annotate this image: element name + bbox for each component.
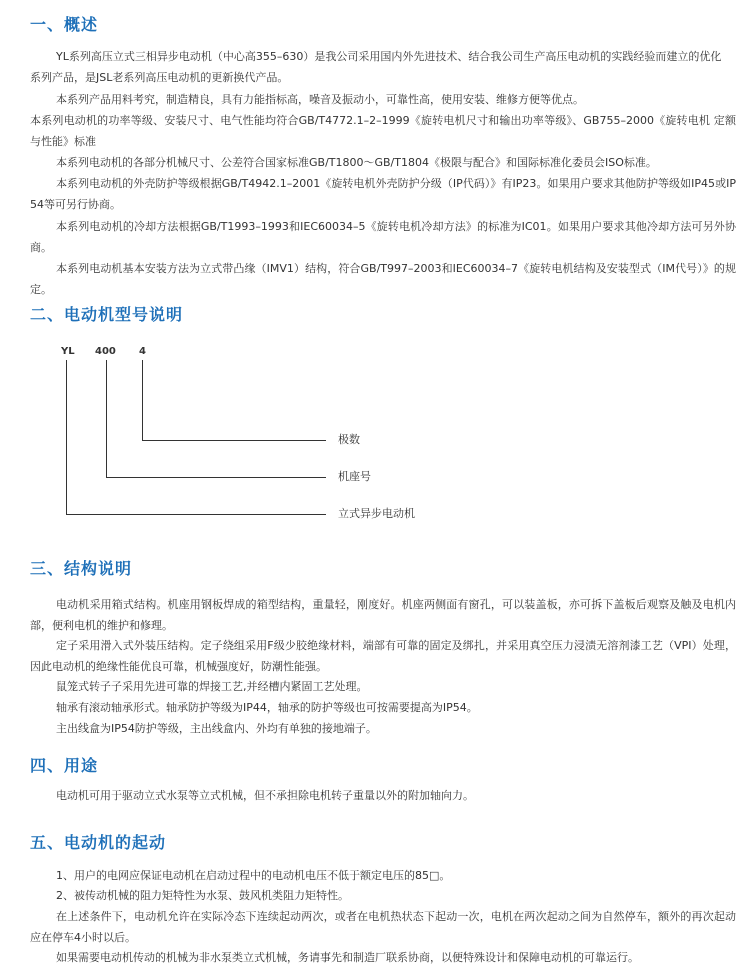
starting-paragraph-4: 如果需要电动机传动的机械为非水泵类立式机械，务请事先和制造厂联系协商，以便特殊设计和保障电动机的可靠运行。 xyxy=(56,951,639,964)
overview-paragraph-7: 本系列电动机基本安装方法为立式带凸缘（IMV1）结构，符合GB/T997–2003和IEC60034–7《旋转电机结构及安装型式（IM代号）》的规定。 xyxy=(30,262,736,296)
connector-frame xyxy=(107,360,327,478)
starting-paragraph-1: 1、用户的电网应保证电动机在启动过程中的电动机电压不低于额定电压的85□。 xyxy=(56,869,451,882)
overview-paragraph-1b: 系列产品，是JSL老系列高压电动机的更新换代产品。 xyxy=(30,71,289,84)
structure-paragraph-2: 定子采用滑入式外装压结构。定子绕组采用F级少胶绝缘材料，端部有可靠的固定及绑扎，并采用真空压力浸渍无溶剂漆工艺（VPI）处理，因此电动机的绝缘性能优良可靠，机械强度好，防潮性能强。 xyxy=(30,639,736,673)
model-label-frame: 机座号 xyxy=(338,470,371,483)
model-code-poles: 4 xyxy=(139,346,146,357)
structure-paragraph-3: 鼠笼式转子子采用先进可靠的焊接工艺,并经槽内紧固工艺处理。 xyxy=(56,680,368,693)
model-code-frame: 400 xyxy=(95,346,116,357)
section-title-usage: 四、用途 xyxy=(30,756,99,775)
starting-paragraph-2: 2、被传动机械的阻力矩特性为水泵、鼓风机类阻力矩特性。 xyxy=(56,889,349,902)
structure-paragraph-1: 电动机采用箱式结构。机座用钢板焊成的箱型结构，重量轻，刚度好。机座两侧面有窗孔，可以装盖板，亦可拆下盖板后观察及触及电机内部，便利电机的维护和修理。 xyxy=(30,598,736,632)
structure-paragraph-4: 轴承有滚动轴承形式。轴承防护等级为IP44，轴承的防护等级也可按需要提高为IP54。 xyxy=(56,701,478,714)
section-title-model: 二、电动机型号说明 xyxy=(30,305,184,324)
model-label-series: 立式异步电动机 xyxy=(338,507,415,520)
starting-paragraph-3: 在上述条件下，电动机允许在实际冷态下连续起动两次，或者在电机热状态下起动一次，电机在两次起动之间为自然停车，额外的再次起动应在停车4小时以后。 xyxy=(30,910,736,944)
model-code-series: YL xyxy=(61,346,75,357)
section-title-starting: 五、电动机的起动 xyxy=(30,833,167,852)
usage-paragraph-1: 电动机可用于驱动立式水泵等立式机械，但不承担除电机转子重量以外的附加轴向力。 xyxy=(56,789,474,802)
structure-paragraph-5: 主出线盒为IP54防护等级，主出线盒内、外均有单独的接地端子。 xyxy=(56,722,377,735)
overview-paragraph-6: 本系列电动机的冷却方法根据GB/T1993–1993和IEC60034–5《旋转电机冷却方法》的标准为IC01。如果用户要求其他冷却方法可另外协商。 xyxy=(30,220,736,254)
overview-paragraph-4: 本系列电动机的各部分机械尺寸、公差符合国家标准GB/T1800～GB/T1804《极限与配合》和国际标准化委员会ISO标准。 xyxy=(56,156,657,169)
section-title-overview: 一、概述 xyxy=(30,15,99,34)
connector-series xyxy=(67,360,327,515)
overview-paragraph-3: 本系列电动机的功率等级、安装尺寸、电气性能均符合GB/T4772.1–2–1999《旋转电机尺寸和输出功率等级》、GB755–2000《旋转电机 定额与性能》标准 xyxy=(30,114,736,148)
section-title-structure: 三、结构说明 xyxy=(30,559,133,578)
model-label-poles: 极数 xyxy=(338,433,360,446)
overview-paragraph-1a: YL系列高压立式三相异步电动机（中心高355–630）是我公司采用国内外先进技术、结合我公司生产高压电动机的实践经验而建立的优化 xyxy=(56,50,722,63)
overview-paragraph-5: 本系列电动机的外壳防护等级根据GB/T4942.1–2001《旋转电机外壳防护分级（IP代码）》有IP23。如果用户要求其他防护等级如IP45或IP54等可另行协商。 xyxy=(30,177,736,211)
connector-poles xyxy=(143,360,327,441)
overview-paragraph-2: 本系列产品用料考究，制造精良，具有力能指标高，噪音及振动小，可靠性高，使用安装、维修方便等优点。 xyxy=(56,93,584,106)
